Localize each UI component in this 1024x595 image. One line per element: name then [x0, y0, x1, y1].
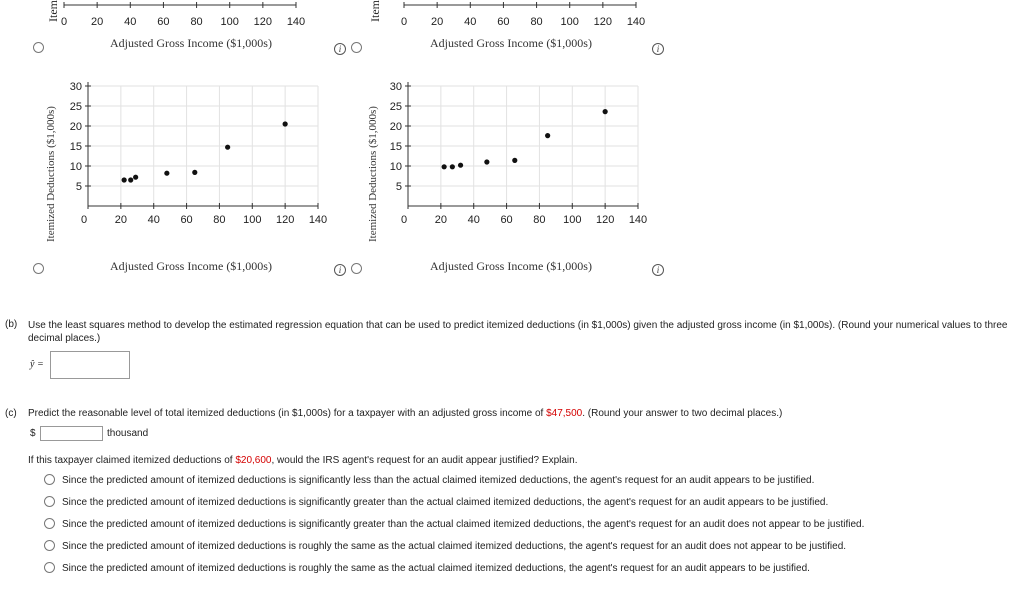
x-tick-label: 120: [595, 214, 615, 226]
x-tick-label: 80: [530, 16, 543, 28]
part-c-text-before: Predict the reasonable level of total itemized deductions (in $1,000s) for a taxpayer with an adjusted gross income of: [28, 408, 547, 419]
part-b-question: Use the least squares method to develop the estimated regression equation that can be used to predict itemized deductions (in $1,000s) given the adjusted gross income (in $1,000s). (Round your numerical values to three decimal places.): [28, 320, 1008, 344]
x-tick-label: 40: [467, 214, 480, 226]
data-point: [545, 133, 550, 138]
part-c-text-after: . (Round your answer to two decimal places.): [582, 408, 783, 419]
audit-question-after: , would the IRS agent's request for an audit appear justified? Explain.: [271, 455, 578, 466]
audit-option-radio-3[interactable]: [44, 518, 55, 529]
x-tick-label: 60: [497, 16, 510, 28]
y-tick-label: 25: [69, 101, 82, 113]
claimed-value: $20,600: [235, 455, 272, 466]
x-tick-label: 40: [464, 16, 477, 28]
info-icon[interactable]: i: [334, 264, 346, 276]
audit-option-radio-4[interactable]: [44, 540, 55, 551]
top-right-ylabel-fragment: Item: [368, 0, 382, 22]
x-tick-label: 140: [626, 16, 646, 28]
unit-label: thousand: [107, 428, 149, 439]
x-tick-label: 20: [114, 214, 127, 226]
x-tick-label: 60: [180, 214, 193, 226]
data-point: [484, 159, 489, 164]
y-tick-label: 20: [389, 121, 402, 133]
x-tick-label: 80: [190, 16, 203, 28]
audit-option-4[interactable]: Since the predicted amount of itemized deductions is roughly the same as the actual claimed itemized deductions, the agent's request for an audit does not appear to be justified.: [62, 541, 847, 552]
top-left-ylabel-fragment: Item: [46, 0, 60, 22]
audit-option-radio-2[interactable]: [44, 496, 55, 507]
chart-right-ylabel: Itemized Deductions ($1,000s): [367, 106, 379, 242]
top-left-axis-strip: [0, 0, 340, 30]
x-tick-label: 0: [60, 16, 68, 28]
part-c-label: (c): [5, 408, 17, 419]
top-right-xlabel: Adjusted Gross Income ($1,000s): [430, 36, 592, 50]
audit-option-radio-1[interactable]: [44, 474, 55, 485]
chart-left-ylabel: Itemized Deductions ($1,000s): [45, 106, 57, 242]
regression-equation-input[interactable]: [50, 351, 130, 379]
x-tick-label: 80: [213, 214, 226, 226]
data-point: [450, 164, 455, 169]
income-value: $47,500: [546, 408, 583, 419]
audit-question: [28, 455, 577, 466]
audit-option-2[interactable]: Since the predicted amount of itemized deductions is significantly greater than the actual claimed itemized deductions, the agent's request for an audit appears to be justified.: [62, 497, 829, 508]
y-tick-label: 25: [389, 101, 402, 113]
predicted-deductions-input[interactable]: [40, 426, 103, 441]
y-tick-label: 5: [75, 181, 82, 193]
audit-option-3[interactable]: Since the predicted amount of itemized deductions is significantly greater than the actual claimed itemized deductions, the agent's request for an audit does not appear to be justified.: [62, 519, 865, 530]
x-tick-label: 140: [308, 214, 328, 226]
y-tick-label: 5: [395, 181, 402, 193]
x-tick-label: 40: [124, 16, 137, 28]
data-point: [164, 171, 169, 176]
x-tick-label: 40: [147, 214, 160, 226]
graph-option-radio-4[interactable]: [351, 263, 362, 274]
data-point: [603, 109, 608, 114]
chart-right-xlabel: Adjusted Gross Income ($1,000s): [430, 259, 592, 273]
data-point: [283, 121, 288, 126]
data-point: [458, 163, 463, 168]
y-tick-label: 10: [389, 161, 402, 173]
top-right-axis-strip: [320, 0, 660, 30]
data-point: [128, 177, 133, 182]
audit-option-5[interactable]: Since the predicted amount of itemized deductions is roughly the same as the actual claimed itemized deductions, the agent's request for an audit appears to be justified.: [62, 563, 810, 574]
x-tick-label: 140: [628, 214, 648, 226]
x-tick-label: 60: [157, 16, 170, 28]
part-b-label: (b): [5, 319, 18, 330]
x-tick-label: 0: [400, 214, 408, 226]
audit-option-1[interactable]: Since the predicted amount of itemized deductions is significantly less than the actual claimed itemized deductions, the agent's request for an audit appears to be justified.: [62, 475, 815, 486]
x-tick-label: 60: [500, 214, 513, 226]
scatter-chart-right: [375, 72, 660, 252]
y-tick-label: 10: [69, 161, 82, 173]
x-tick-label: 0: [80, 214, 88, 226]
x-tick-label: 100: [560, 16, 579, 28]
data-point: [512, 158, 517, 163]
x-tick-label: 20: [431, 16, 444, 28]
x-tick-label: 100: [243, 214, 262, 226]
info-icon[interactable]: i: [652, 43, 664, 55]
top-left-xlabel: Adjusted Gross Income ($1,000s): [110, 36, 272, 50]
part-c-question: [28, 408, 782, 419]
y-tick-label: 15: [389, 141, 402, 153]
scatter-chart-left: [55, 72, 340, 252]
x-tick-label: 120: [593, 16, 613, 28]
x-tick-label: 140: [286, 16, 306, 28]
graph-option-radio-3[interactable]: [33, 263, 44, 274]
y-tick-label: 30: [389, 81, 402, 93]
info-icon[interactable]: i: [652, 264, 664, 276]
audit-question-before: If this taxpayer claimed itemized deductions of: [28, 455, 236, 466]
graph-option-radio-2[interactable]: [351, 42, 362, 53]
data-point: [122, 177, 127, 182]
data-point: [133, 175, 138, 180]
y-tick-label: 30: [69, 81, 82, 93]
y-tick-label: 15: [69, 141, 82, 153]
data-point: [225, 145, 230, 150]
currency-symbol: $: [30, 428, 36, 439]
audit-option-radio-5[interactable]: [44, 562, 55, 573]
x-tick-label: 120: [253, 16, 273, 28]
chart-left-xlabel: Adjusted Gross Income ($1,000s): [110, 259, 272, 273]
info-icon[interactable]: i: [334, 43, 346, 55]
yhat-label: ŷ =: [30, 359, 44, 370]
graph-option-radio-1[interactable]: [33, 42, 44, 53]
y-tick-label: 20: [69, 121, 82, 133]
x-tick-label: 100: [563, 214, 582, 226]
x-tick-label: 20: [434, 214, 447, 226]
x-tick-label: 80: [533, 214, 546, 226]
x-tick-label: 0: [400, 16, 408, 28]
x-tick-label: 20: [91, 16, 104, 28]
data-point: [442, 164, 447, 169]
data-point: [192, 170, 197, 175]
x-tick-label: 120: [275, 214, 295, 226]
x-tick-label: 100: [220, 16, 239, 28]
